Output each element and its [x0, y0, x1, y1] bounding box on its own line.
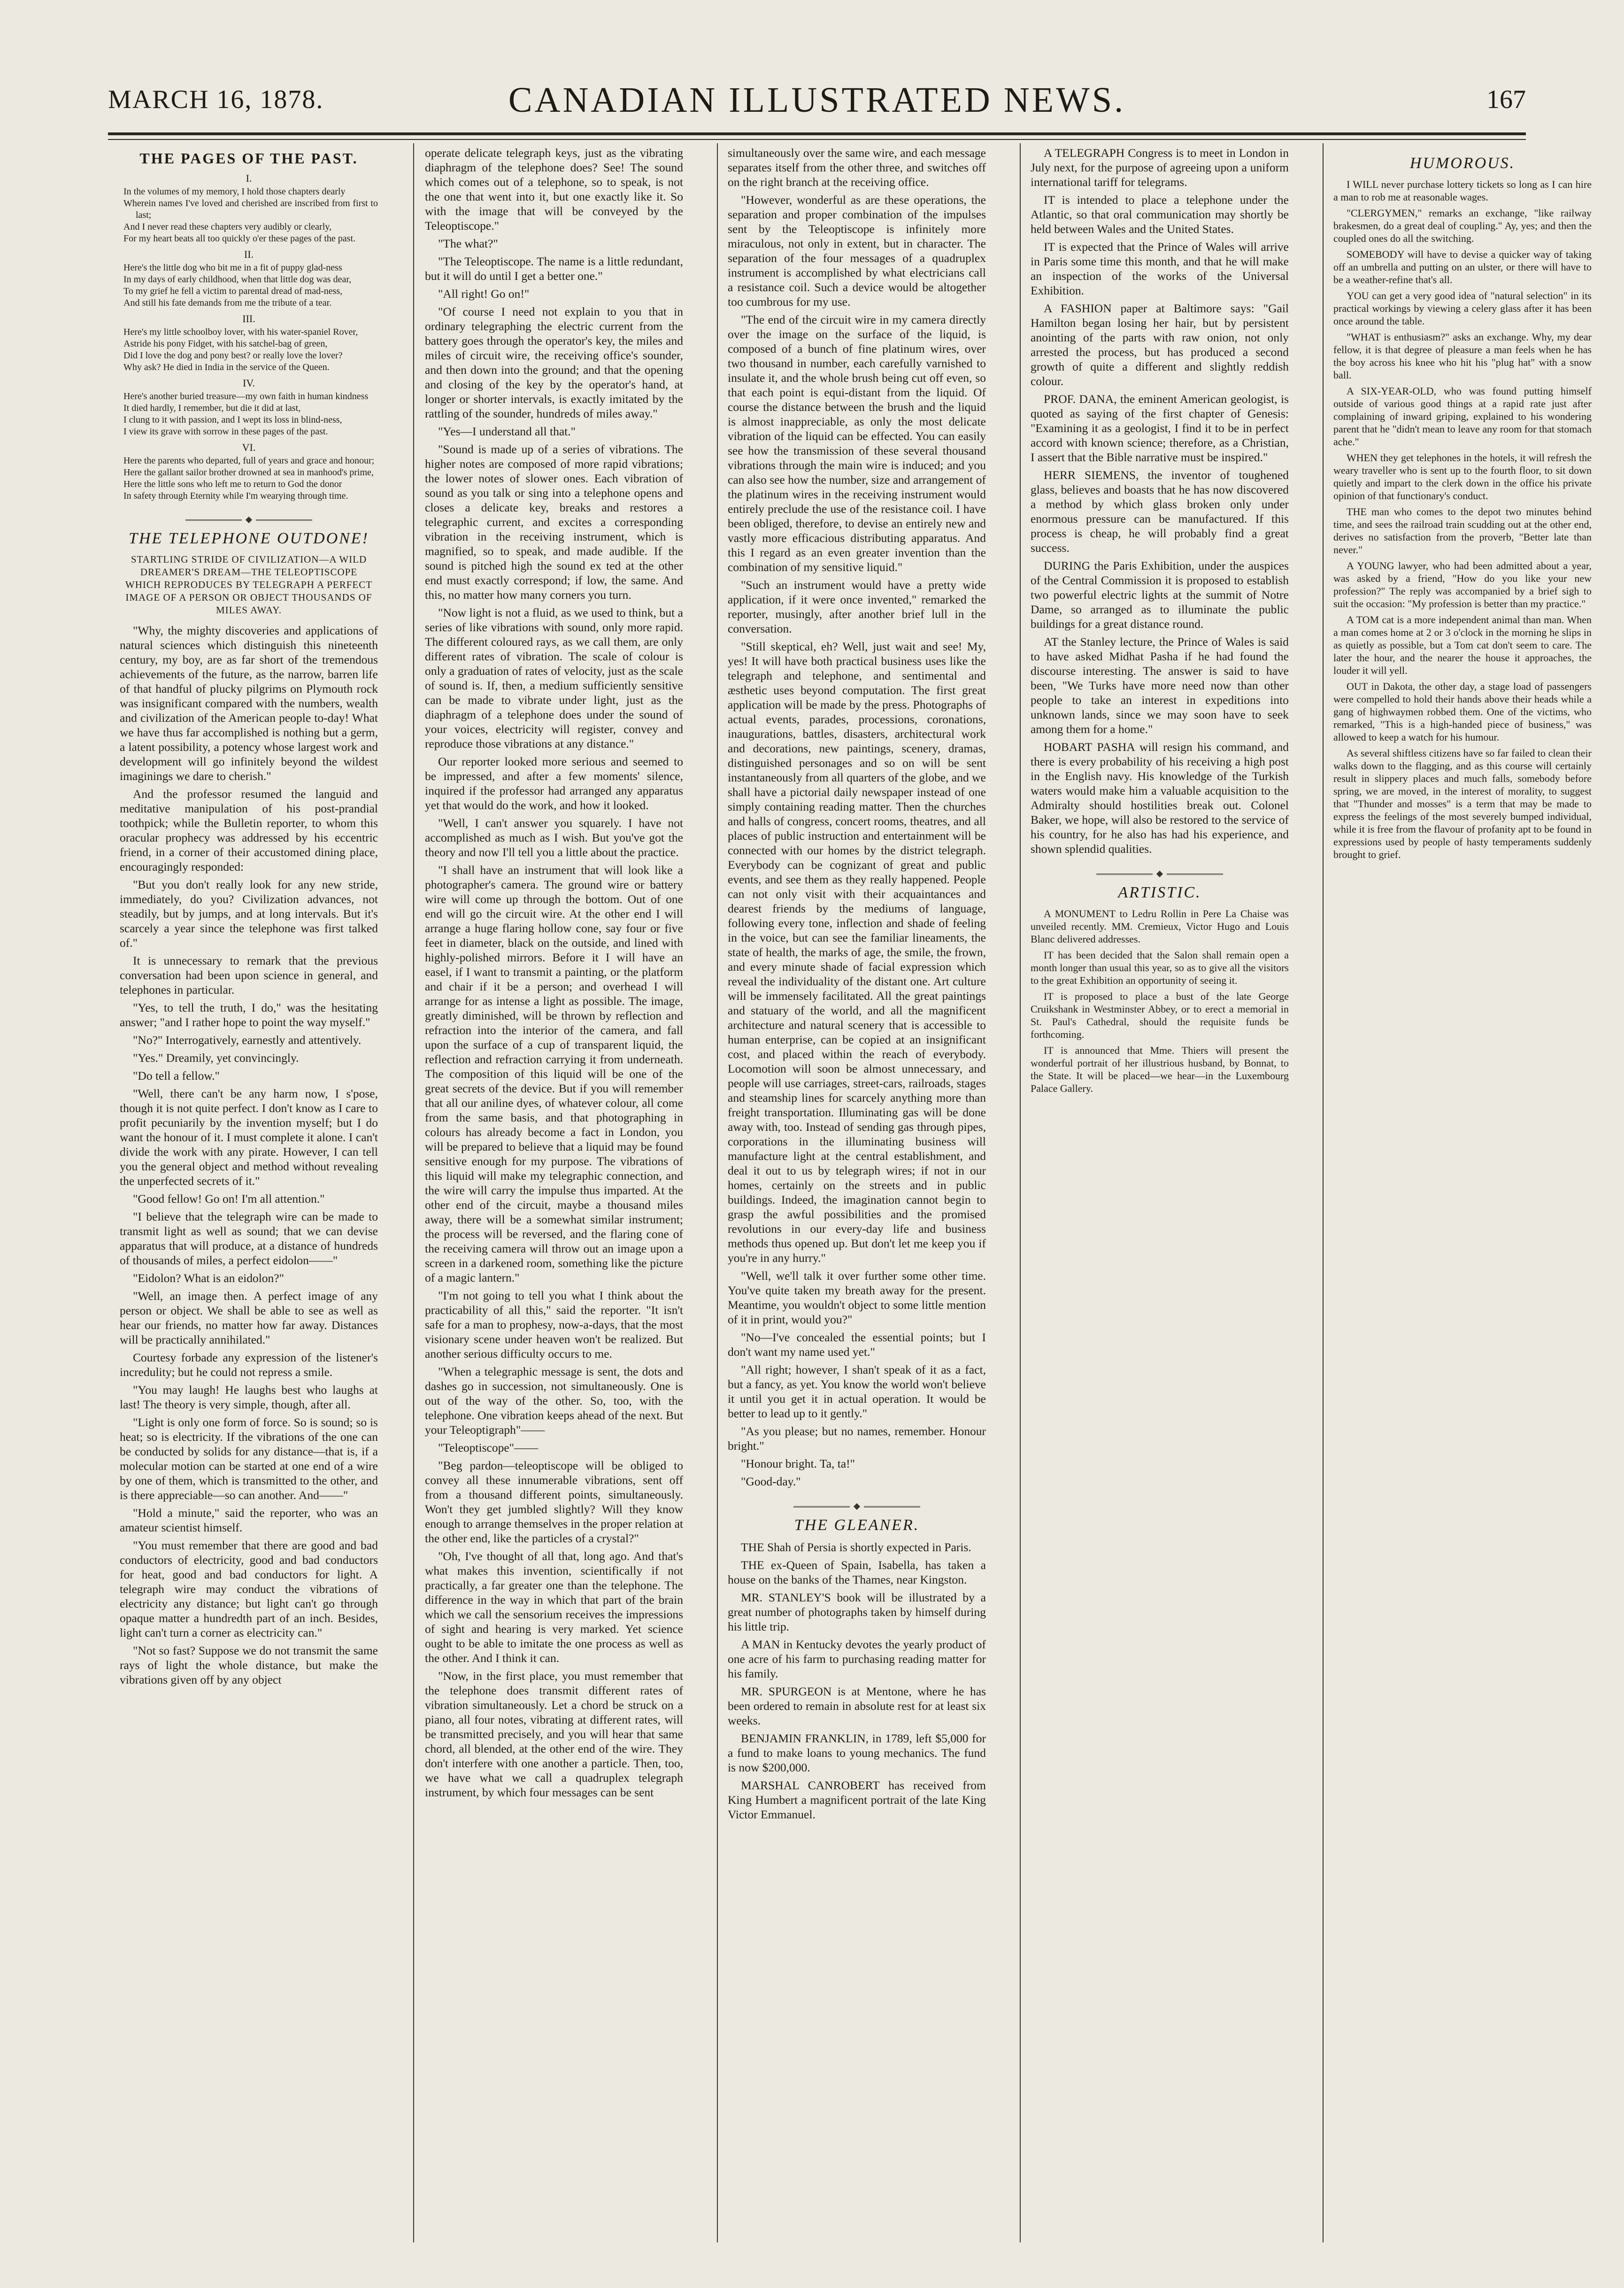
paragraph: "Of course I need not explain to you that in ordinary telegraphing the electric current from the battery goes through the operator's key, the miles and miles of circuit wire, the receiving office's sounder, and then down into the ground; and that the opening and closing of the key by the operator's hand, at longer or shorter intervals, is exactly imitated by the rattling of the sounder, hundreds of miles away." [425, 305, 683, 420]
news-item: A SIX-YEAR-OLD, who was found putting himself outside of various good things at a rapid rate just after complaining of inward griping, explained to his wondering parent that he "didn't mean to leave any room for that stomach ache." [1333, 385, 1592, 448]
news-item: IT is proposed to place a bust of the late George Cruikshank in Westminster Abbey, or to erect a memorial in St. Paul's Cathedral, should the requisite funds be forthcoming. [1031, 990, 1289, 1040]
paragraph: "Teleoptiscope"—— [438, 1441, 539, 1454]
poem-line: Wherein names I've loved and cherished are inscribed from first to last; [123, 198, 378, 220]
paragraph: "Yes, to tell the truth, I do," was the hesitating answer; "and I rather hope to point the way myself." [120, 1001, 378, 1029]
poem-line: Why ask? He died in India in the service of the Queen. [123, 362, 330, 372]
column-3 [728, 146, 986, 2249]
news-item: I WILL never purchase lottery tickets so long as I can hire a man to rob me at reasonable wages. [1333, 178, 1592, 203]
poem-line: Here the gallant sailor brother drowned at sea in manhood's prime, [123, 467, 374, 478]
poem-line: Here's the little dog who bit me in a fit of puppy glad-ness [123, 263, 342, 273]
paragraph: "Now, in the first place, you must remember that the telephone does transmit different rates of vibration simultaneously. Let a chord be struck on a piano, all four notes, vibrating at different rates, will be transmitted precisely, and you will hear that same chord, all blended, at the other end of the wire. They don't interfere with one another a particle. Then, too, we have what we call a quadruplex telegraph instrument, by which four messages can be sent [425, 1669, 683, 1799]
poem [120, 172, 378, 502]
poem-line: And I never read these chapters very audibly or clearly, [123, 222, 331, 232]
paragraph: "Well, there can't be any harm now, I s'pose, though it is not quite perfect. I don't know as I care to profit pecuniarily by the invention myself; but I do want the honour of it. I must complete it alone. I can't divide the work with any pirate. However, I can tell you the general object and method without revealing the unperfected secrets of it." [120, 1087, 378, 1188]
section-title: ARTISTIC. [1118, 884, 1201, 901]
poem-line: For my heart beats all too quickly o'er these pages of the past. [123, 233, 356, 244]
paragraph: "Oh, I've thought of all that, long ago. And that's what makes this invention, scientifically if not practically, a far greater one than the telephone. The difference in the way in which that part of the brain which we call the sensorium receives the impressions of sight and hearing is very marked. Yet science ought to be able to imitate the one process as well as the other. And I think it can. [425, 1549, 683, 1665]
column-divider [1323, 143, 1324, 2242]
poem-line: It died hardly, I remember, but die it did at last, [123, 403, 301, 413]
poem-line: Did I love the dog and pony best? or really love the lover? [123, 350, 343, 361]
paragraph: "The Teleoptiscope. The name is a little redundant, but it will do until I get a better one." [425, 255, 683, 283]
column-4 [1031, 146, 1289, 2249]
page-number: 167 [1486, 85, 1526, 114]
news-item: A MAN in Kentucky devotes the yearly product of one acre of his farm to purchasing reading matter for his family. [728, 1638, 986, 1680]
paragraph: "Well, we'll talk it over further some other time. You've quite taken my breath away for the present. Meantime, you wouldn't object to some little mention of it in print, would you?" [728, 1269, 986, 1326]
news-item: IT is announced that Mme. Thiers will present the wonderful portrait of her illustrious husband, by Bonnat, to the State. It will be placed—we hear—in the Luxembourg Palace Gallery. [1031, 1044, 1289, 1094]
paragraph: "Eidolon? What is an eidolon?" [133, 1271, 285, 1285]
paragraph: "When a telegraphic message is sent, the dots and dashes go in succession, not simultaneously. One is out of the way of the other. So, too, with the telephone. One vibration keeps ahead of the next. But your Teleoptigraph"—— [425, 1365, 683, 1437]
news-item: "CLERGYMEN," remarks an exchange, "like railway brakesmen, do a great deal of coupling." Ay, yes; and then the coupled ones do all the switching. [1333, 207, 1592, 244]
news-item: A YOUNG lawyer, who had been admitted about a year, was asked by a friend, "How do you like your new profession?" The reply was accompanied by a brief sigh to suit the occasion: "My profession is better than my practice." [1333, 560, 1592, 610]
article-title: THE TELEPHONE OUTDONE! [129, 530, 369, 547]
poem-line: Here's my little schoolboy lover, with his water-spaniel Rover, [123, 327, 358, 337]
paragraph: "Such an instrument would have a pretty wide application, if it were once invented," remarked the reporter, musingly, after another brief lull in the conversation. [728, 578, 986, 635]
news-item: OUT in Dakota, the other day, a stage load of passengers were compelled to hold their hands above their heads while a gang of highwaymen robbed them. One of the victims, who remarked, "This is a high-handed piece of business," was allowed to keep a watch for his humour. [1333, 680, 1592, 743]
news-item: A TELEGRAPH Congress is to meet in London in July next, for the purpose of agreeing upon a uniform international tariff for telegrams. [1031, 146, 1289, 189]
column-divider [717, 143, 718, 2242]
news-item: "WHAT is enthusiasm?" asks an exchange. Why, my dear fellow, it is that degree of pleasure a man feels when he has the boy across his knee who hit his "plug hat" with a snow ball. [1333, 331, 1592, 381]
paragraph: And the professor resumed the languid and meditative manipulation of his post-prandial toothpick; while the Bulletin reporter, to whom this oracular prophecy was addressed by his eccentric friend, in a corner of their accustomed dining place, encouragingly responded: [120, 787, 378, 873]
paragraph: "No?" Interrogatively, earnestly and attentively. [133, 1033, 362, 1047]
stanza-numeral: II. [244, 248, 254, 260]
column-2 [425, 146, 683, 2249]
news-item: THE man who comes to the depot two minutes behind time, and sees the railroad train scudding out at the other end, derives no satisfaction from the proverb, "Better late than never." [1333, 506, 1592, 556]
poem-line: In the volumes of my memory, I hold those chapters dearly [123, 186, 346, 197]
paragraph: "The end of the circuit wire in my camera directly over the image on the surface of the liquid, is composed of a bunch of fine platinum wires, over two thousand in number, each carefully varnished to insulate it, and the whole brush being cut off even, so that each point is equi-distant from the liquid. Of course the distance between the brush and the liquid is almost inappreciable, as only the most delicate vibration of the liquid can be effected. You can easily see how the transmission of these several thousand vibrations through the main wire is induced; and you can also see how the number, size and arrangement of the platinum wires in the receiving instrument would entirely preclude the use of the resistance coil. I have been obliged, therefore, to devise an entirely new and vastly more efficacious distributing apparatus. And this I regard as an even greater invention than the combination of my sensitive liquid." [728, 313, 986, 574]
news-item: YOU can get a very good idea of "natural selection" in its practical workings by viewing a celery glass after it has been once around the table. [1333, 290, 1592, 327]
news-item: MR. STANLEY'S book will be illustrated by a great number of photographs taken by himself during his little trip. [728, 1591, 986, 1633]
section-title: THE GLEANER. [794, 1516, 920, 1534]
stanza-numeral: I. [246, 172, 252, 184]
paragraph: "You may laugh! He laughs best who laughs at last! The theory is very simple, though, after all. [120, 1383, 378, 1411]
stanza-numeral: III. [242, 313, 255, 325]
masthead-title: CANADIAN ILLUSTRATED NEWS. [508, 80, 1126, 120]
poem-line: Astride his pony Fidget, with his satchel-bag of green, [123, 339, 328, 349]
paragraph: "Good-day." [741, 1475, 801, 1488]
paragraph: "However, wonderful as are these operations, the separation and proper combination of the impulses sent by the Teleoptiscope is infinitely more miraculous, not only in extent, but in character. The separation of the four messages of a quadruplex instrument is accomplished by what electricians call a resistance coil. Such a device would be altogether too cumbrous for my use. [728, 193, 986, 309]
poem-stanza [120, 248, 378, 309]
paragraph: "Yes." Dreamily, yet convincingly. [133, 1051, 299, 1065]
page-header [108, 80, 1526, 131]
paragraph: "No—I've concealed the essential points; but I don't want my name used yet." [728, 1330, 986, 1359]
news-item: IT is expected that the Prince of Wales will arrive in Paris some time this month, and that he will make an inspection of the works of the Universal Exhibition. [1031, 240, 1289, 297]
issue-date: MARCH 16, 1878. [108, 85, 324, 114]
paragraph: "I'm not going to tell you what I think about the practicability of all this," said the reporter. "It isn't safe for a man to prophesy, now-a-days, that the most visionary scene under heaven won't be realized. But another serious difficulty occurs to me. [425, 1289, 683, 1360]
paragraph: "Well, I can't answer you squarely. I have not accomplished as much as I wish. But you've got the theory and now I'll tell you a little about the practice. [425, 816, 683, 859]
section-divider [120, 511, 378, 521]
news-item: BENJAMIN FRANKLIN, in 1789, left $5,000 for a fund to make loans to young mechanics. The fund is now $200,000. [728, 1731, 986, 1774]
paragraph: "Now light is not a fluid, as we used to think, but a series of like vibrations with sound, only more rapid. The different coloured rays, as we call them, are only different rates of vibration. The scale of colour is only a graduation of rates of velocity, just as the scale of sound is. If, then, a medium sufficiently sensitive can be made to vibrate under light, just as the diaphragm of a telephone does under the sound of your voices, electricity will register, convey and reproduce those vibrations at any distance." [425, 606, 683, 750]
header-rule-thin [108, 139, 1526, 140]
poem-line: To my grief he fell a victim to parental dread of mad-ness, [123, 286, 343, 296]
poem-line: And still his fate demands from me the tribute of a tear. [123, 298, 332, 308]
news-item: SOMEBODY will have to devise a quicker way of taking off an umbrella and putting on an ulster, or there will have to be a weather-refine that's all. [1333, 248, 1592, 286]
paragraph: "You must remember that there are good and bad conductors of electricity, good and bad conductors for heat, good and bad conductors for light. A telegraph wire may conduct the vibrations of electricity any distance; but light can't go through opaque matter a hundredth part of an inch. Besides, light can't turn a corner as electricity can." [120, 1538, 378, 1639]
poem-line: I view its grave with sorrow in these pages of the past. [123, 426, 328, 437]
paragraph: "Still skeptical, eh? Well, just wait and see! My, yes! It will have both practical business uses like the telegraph and telephone, and sentimental and æsthetic uses beyond computation. The first great application will be made by the press. Photographs of actual events, parades, processions, coronations, inaugurations, battles, disasters, architectural work and decorations, new paintings, scenery, dramas, distinguished personages and so on will be sent instantaneously from all quarters of the globe, and we shall have a pictorial daily newspaper instead of one simply containing reading matter. Then the churches and halls of congress, concert rooms, theatres, and all places of public instruction and entertainment will be connected with our homes by the district telegraph. Everybody can be cognizant of great and public events, and see them as they really happened. People can not only visit with their acquaintances and dearest friends by the mediums of language, following every tone, inflection and shade of feeling in the voice, but can see the familiar lineaments, the state of health, the marks of age, the smile, the frown, and every minute shade of facial expression which reveal the individuality of the distant one. Art culture will be immensely facilitated. All the great paintings and statuary of the world, and all the magnificent architecture and natural scenery that is accessible to human enterprise, can be copied at an insignificant cost, and placed within the reach of everybody. Locomotion will soon be almost unnecessary, and people will use carriages, street-cars, railroads, stages and steamship lines for scarcely anything more than freight transportation. Illuminating gas will be done away with, too. Instead of sending gas through pipes, corporations in the illuminating business will manufacture light at the central establishment, and deal it out to us by telegraph wires; if not in our homes, certainly on the streets and in public buildings. Indeed, the imagination cannot begin to grasp the awful possibilities and the promised revolutions in our every-day life and business methods thus opened up. But don't let me keep you if you're in any hurry." [728, 640, 986, 1265]
paragraph: "Do tell a fellow." [133, 1069, 220, 1082]
news-item: As several shiftless citizens have so far failed to clean their walks down to the flagging, and as this course will certainly result in slippery places and much falls, somebody before spring, we are moved, in the interest of morality, to suggest that "Thunder and mosses" is a term that may be made to express the feelings of the most severely bumped individual, while it is free from the flavour of profanity apt to be found in expressions used by people of hasty temperaments suddenly brought to grief. [1333, 747, 1592, 860]
paragraph: "Light is only one form of force. So is sound; so is heat; so is electricity. If the vibrations of the one can be conducted by solids for any distance—that is, if a molecular motion can be started at one end of a wire by one of them, which is transmitted to the other, and is there appreciable—so can another. And——" [120, 1415, 378, 1502]
poem-line: I clung to it with passion, and I wept its loss in blind-ness, [123, 415, 342, 425]
paragraph: "Yes—I understand all that." [438, 425, 576, 438]
news-item: A FASHION paper at Baltimore says: "Gail Hamilton began losing her hair, but by persistent anointing of the parts with raw onion, not only arrested the process, but has produced a second growth of quite a different and slightly reddish colour. [1031, 301, 1289, 388]
poem-line: In safety through Eternity while I'm wearying through time. [123, 491, 348, 501]
paragraph: "Honour bright. Ta, ta!" [741, 1457, 855, 1470]
header-rule [108, 132, 1526, 135]
news-item: MARSHAL CANROBERT has received from King Humbert a magnificent portrait of the late King Victor Emmanuel. [728, 1778, 986, 1821]
paragraph: "All right; however, I shan't speak of it as a fact, but a fancy, as yet. You know the world won't believe it until you get it in actual operation. It would be better to lead up to it gently." [728, 1363, 986, 1420]
paragraph: "Sound is made up of a series of vibrations. The higher notes are composed of more rapid vibrations; the lower notes of slower ones. Each vibration of sound as you talk or sing into a telephone opens and closes a delicate key, breaks and restores a telegraphic current, and excites a corresponding vibration in the receiving instrument, which is magnified, so to speak, and made audible. If the sound is pitched high the sound ex ted at the other end must exactly correspond; if low, the same. And this, no matter how many corners you turn. [425, 442, 683, 602]
poem-line: Here the little sons who left me to return to God the donor [123, 479, 342, 489]
news-item: IT is intended to place a telephone under the Atlantic, so that oral communication may shortly be held between Wales and the United States. [1031, 193, 1289, 236]
paragraph: "Beg pardon—teleoptiscope will be obliged to convey all these innumerable vibrations, sent off from a thousand different points, simultaneously. Won't they get jumbled slightly? Will they know enough to arrange themselves in the proper relation at the other end, like the particles of a crystal?" [425, 1459, 683, 1545]
paragraph: "Hold a minute," said the reporter, who was an amateur scientist himself. [120, 1506, 378, 1534]
paragraph: "But you don't really look for any new stride, immediately, do you? Civilization advances, not steadily, but by jumps, and at long intervals. But it's scarcely a year since the telephone was first talked of." [120, 878, 378, 950]
column-divider [413, 143, 414, 2242]
news-item: WHEN they get telephones in the hotels, it will refresh the weary traveller who is sent up to the fourth floor, to sit down quietly and impart to the clerk down in the office his private opinion of that functionary's conduct. [1333, 452, 1592, 502]
news-item: DURING the Paris Exhibition, under the auspices of the Central Commission it is proposed to establish two powerful electric lights at the summit of Notre Dame, so arranged as to illuminate the public buildings for a great distance round. [1031, 559, 1289, 631]
news-item: HERR SIEMENS, the inventor of toughened glass, believes and boasts that he has now discovered a method by which glass broken only under enormous pressure can be manufactured. If this process is cheap, he will probably find a great success. [1031, 468, 1289, 555]
news-item: A MONUMENT to Ledru Rollin in Pere La Chaise was unveiled recently. MM. Cremieux, Victor Hugo and Louis Blanc delivered addresses. [1031, 908, 1289, 945]
poem-stanza [120, 441, 378, 502]
news-item: PROF. DANA, the eminent American geologist, is quoted as saying of the first chapter of Genesis: "Examining it as a geologist, I find it to be in perfect accord with known science; therefore, as a Christian, I assert that the Bible narrative must be inspired." [1031, 392, 1289, 464]
stanza-numeral: IV. [243, 377, 255, 389]
news-item: THE ex-Queen of Spain, Isabella, has taken a house on the banks of the Thames, near Kingston. [728, 1558, 986, 1586]
news-item: A TOM cat is a more independent animal than man. When a man comes home at 2 or 3 o'clock in the morning he slips in as quietly as possible, but a Tom cat don't seem to care. The later the hour, and the nearer the house it approaches, the louder it will yell. [1333, 614, 1592, 676]
news-item: MR. SPURGEON is at Mentone, where he has been ordered to remain in absolute rest for at least six weeks. [728, 1685, 986, 1727]
paragraph: "I believe that the telegraph wire can be made to transmit light as well as sound; that we can devise apparatus that will produce, at a distance of hundreds of thousands of miles, a perfect eidolon——" [120, 1210, 378, 1267]
news-item: THE Shah of Persia is shortly expected in Paris. [741, 1540, 971, 1554]
poem-line: In my days of early childhood, when that little dog was dear, [123, 274, 352, 285]
paragraph: "The what?" [438, 237, 498, 250]
paragraph: Courtesy forbade any expression of the listener's incredulity; but he could not repress a smile. [120, 1351, 378, 1379]
poem-stanza [120, 377, 378, 438]
news-item: HOBART PASHA will resign his command, and there is every probability of his receiving a high post in the English navy. His knowledge of the Turkish waters would make him a valuable acquisition to the Admiralty should hostilities break out. Colonel Baker, we hope, will also be restored to the service of his country, for he also has had his experience, and shown splendid qualities. [1031, 740, 1289, 856]
article-subtitle: STARTLING STRIDE OF CIVILIZATION—A WILD DREAMER'S DREAM—THE TELEOPTISCOPE WHICH REPRODUCES BY TELEGRAPH A PERFECT IMAGE OF A PERSON OR OBJECT THOUSANDS OF MILES AWAY. [125, 554, 373, 616]
poem-stanza [120, 313, 378, 373]
paragraph: simultaneously over the same wire, and each message separates itself from the other three, and switches off on the right branch at the receiving office. [728, 146, 986, 189]
poem-stanza [120, 172, 378, 245]
section-divider [1031, 866, 1289, 875]
section-divider [728, 1498, 986, 1507]
stanza-numeral: VI. [242, 441, 256, 453]
news-item: AT the Stanley lecture, the Prince of Wales is said to have asked Midhat Pasha if he had found the discourse interesting. The answer is said to have been, "We Turks have more need now than other people to take an interest in expeditions into unknown lands, since we may soon have to seek among them for a home." [1031, 635, 1289, 736]
paragraph: "Good fellow! Go on! I'm all attention." [133, 1192, 325, 1206]
paragraph: "Not so fast? Suppose we do not transmit the same rays of light the whole distance, but make the vibrations given off by any object [120, 1644, 378, 1686]
paragraph: It is unnecessary to remark that the previous conversation had been upon science in general, and telephones in particular. [120, 954, 378, 997]
poem-line: Here's another buried treasure—my own faith in human kindness [123, 391, 369, 402]
column-5 [1333, 146, 1592, 2249]
section-title: HUMOROUS. [1409, 155, 1516, 172]
paragraph: "As you please; but no names, remember. Honour bright." [728, 1424, 986, 1453]
poem-line: Here the parents who departed, full of years and grace and honour; [123, 456, 375, 466]
paragraph: "Well, an image then. A perfect image of any person or object. We shall be able to see as well as hear our friends, no matter how far away. Distances will be practically annihilated." [120, 1289, 378, 1346]
paragraph: "All right! Go on!" [438, 287, 530, 301]
paragraph: "Why, the mighty discoveries and applications of natural sciences which distinguish this nineteenth century, my boy, are as far short of the tremendous achievements of the future, as the narrow, barren life of that handful of plucky pilgrims on Plymouth rock was insignificant compared with the numbers, wealth and civilization of the American people to-day! What we have thus far accomplished is nothing but a germ, a latent possibility, a potency whose largest work and development will go infinitely beyond the wildest imaginings we dare to cherish." [120, 624, 378, 783]
column-1 [120, 146, 378, 2249]
column-divider [1020, 143, 1021, 2242]
paragraph: "I shall have an instrument that will look like a photographer's camera. The ground wire or battery wire will come up through the bottom. Out of one end will go the circuit wire. At the other end I will arrange a huge flaring hollow cone, say four or five feet in diameter, black on the outside, and lined with highly-polished mirrors. Before it I will have an easel, if I want to transmit a painting, or the platform and chair if it be a person; and overhead I will arrange for as intense a light as possible. The image, greatly diminished, will be thrown by reflection and refraction into the interior of the camera, and fall upon the surface of a cup of transparent liquid, the reflection and refraction carrying it from underneath. The composition of this liquid will be one of the great secrets of the device. But if you will remember that all our aniline dyes, of whatever colour, all come from the same basis, and that photographing in colours has already become a fact in London, you will be prepared to believe that a liquid may be found sensitive enough for my purpose. The vibrations of this liquid will make my telegraphic connection, and the wire will carry the impulse thus imparted. At the other end of the circuit, maybe a thousand miles away, there will be a somewhat similar instrument; the process will be reversed, and the flaring cone of the receiving camera will throw out an image upon a screen in a darkened room, something like the picture of a magic lantern." [425, 863, 683, 1284]
paragraph: Our reporter looked more serious and seemed to be impressed, and after a few moments' silence, inquired if the professor had arranged any apparatus yet that would do the work, and how it looked. [425, 755, 683, 812]
poem-title: THE PAGES OF THE PAST. [139, 150, 358, 167]
paragraph: operate delicate telegraph keys, just as the vibrating diaphragm of the telephone does? See! The sound which comes out of a telephone, so to speak, is not the one that went into it, but one exactly like it. So with the image that will be conveyed by the Teleoptiscope." [425, 146, 683, 232]
news-item: IT has been decided that the Salon shall remain open a month longer than usual this year, so as to give all the visitors to the great Exhibition an opportunity of seeing it. [1031, 949, 1289, 986]
